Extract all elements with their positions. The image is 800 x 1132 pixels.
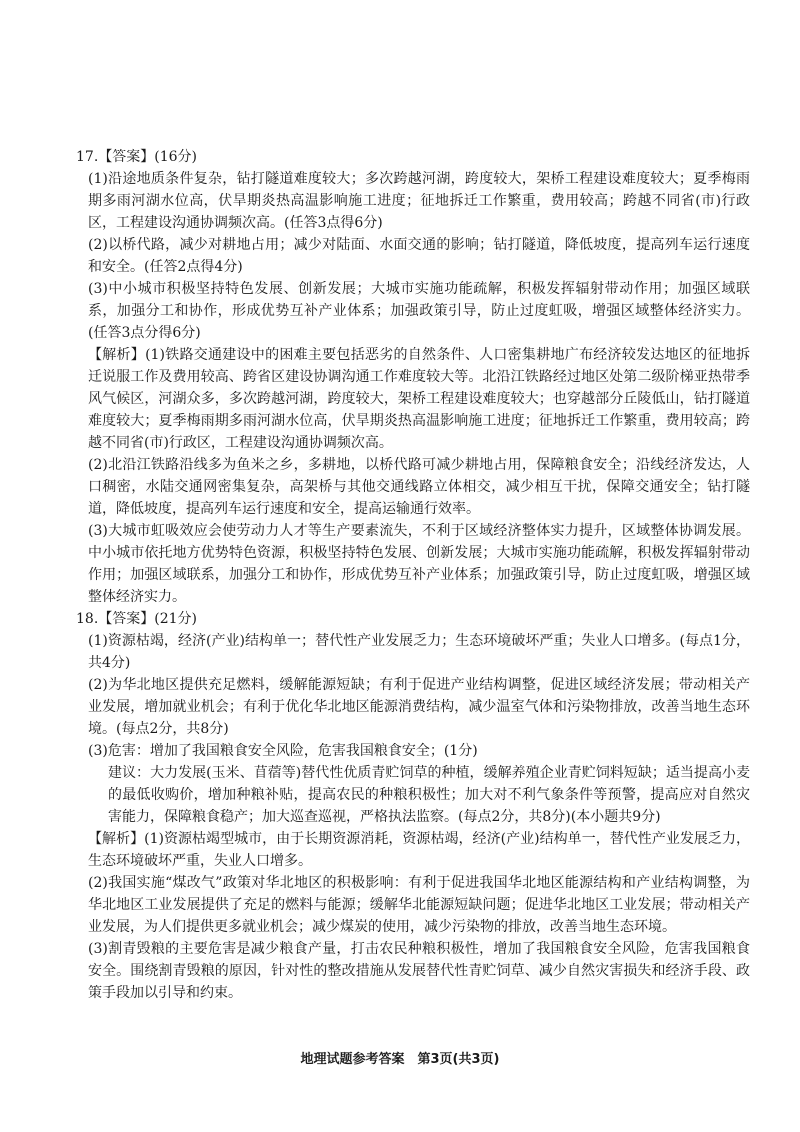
q17-explanation-1: 【解析】(1)铁路交通建设中的困难主要包括恶劣的自然条件、人口密集耕地广布经济较发达地区的征地拆迁说服工作及费用较高、跨省区建设协调沟通工作难度较大等。北沿江铁路经过地区处第二级阶梯亚热带季风气候区，河湖众多，多次跨越河湖，跨度较大，架桥工程建设难度较大；也穿越部分丘陵低山，钻打隧道难度较大；夏季梅雨期多雨河湖水位高，伏旱期炎热高温影响施工进度；征地拆迁工作繁重，费用较高；跨越不同省(市)行政区，工程建设沟通协调频次高。 bbox=[88, 347, 750, 451]
q18-answer-3-suggestion: 建议：大力发展(玉米、苜蓿等)替代性优质青贮饲草的种植，缓解养殖企业青贮饲料短缺；适当提高小麦的最低收购价，增加种粮补贴，提高农民的种粮积极性；加大对不利气象条件等预警，提高应对自然灾害能力，保障粮食稳产；加大巡查巡视，严格执法监察。(每点2分，共8分)(本小题共9分) bbox=[108, 765, 750, 825]
q17-explanation-2: (2)北沿江铁路沿线多为鱼米之乡，多耕地，以桥代路可减少耕地占用，保障粮食安全；沿线经济发达，人口稠密，水陆交通网密集复杂，高架桥与其他交通线路立体相交，减少相互干扰，保障交通安全；钻打隧道，降低坡度，提高列车运行速度和安全，提高运输通行效率。 bbox=[88, 457, 750, 517]
q18-explanation bbox=[88, 828, 750, 1004]
q18-explanation-3: (3)割青毁粮的主要危害是减少粮食产量，打击农民种粮积极性，增加了我国粮食安全风险，危害我国粮食安全。围绕割青毁粮的原因，针对性的整改措施从发展替代性青贮饲草、减少自然灾害损失和经济手段、政策手段加以引导和约束。 bbox=[88, 941, 750, 1001]
q17-answers bbox=[88, 168, 750, 344]
page-footer: 地理试题参考答案 第3页(共3页) bbox=[300, 1052, 500, 1067]
q17-answer-2: (2)以桥代路，减少对耕地占用；减少对陆面、水面交通的影响；钻打隧道，降低坡度，提高列车运行速度和安全。(任答2点得4分) bbox=[88, 237, 750, 275]
q18-explanation-2: (2)我国实施“煤改气”政策对华北地区的积极影响：有利于促进我国华北地区能源结构和产业结构调整，为华北地区工业发展提供了充足的燃料与能源；缓解华北能源短缺问题；促进华北地区工业发展；带动相关产业发展，为人们提供更多就业机会；减少煤炭的使用，减少污染物的排放，改善当地生态环境。 bbox=[88, 875, 750, 935]
q17-answer-3: (3)中小城市积极坚持特色发展、创新发展；大城市实施功能疏解，积极发挥辐射带动作用；加强区域联系，加强分工和协作，形成优势互补产业体系；加强政策引导，防止过度虹吸，增强区域整体经济实力。(任答3点分得6分) bbox=[88, 281, 750, 341]
q18-answer-3: (3)危害：增加了我国粮食安全风险，危害我国粮食安全；(1分) bbox=[88, 743, 478, 759]
q18-answer-2: (2)为华北地区提供充足燃料，缓解能源短缺；有利于促进产业结构调整，促进区域经济发展；带动相关产业发展，增加就业机会；有利于优化华北地区能源消费结构，减少温室气体和污染物排放，改善当地生态环境。(每点2分，共8分) bbox=[88, 677, 750, 737]
q18-explanation-1: 【解析】(1)资源枯竭型城市，由于长期资源消耗，资源枯竭，经济(产业)结构单一，替代性产业发展乏力，生态环境破坏严重，失业人口增多。 bbox=[88, 831, 750, 869]
q18-answers bbox=[88, 630, 750, 828]
q18-answer-1: (1)资源枯竭，经济(产业)结构单一；替代性产业发展乏力；生态环境破坏严重；失业人口增多。(每点1分，共4分) bbox=[88, 633, 750, 671]
q17-explanation-3: (3)大城市虹吸效应会使劳动力人才等生产要素流失，不利于区域经济整体实力提升，区域整体协调发展。中小城市依托地方优势特色资源，积极坚持特色发展、创新发展；大城市实施功能疏解，积极发挥辐射带动作用；加强区域联系，加强分工和协作，形成优势互补产业体系；加强政策引导，防止过度虹吸，增强区域整体经济实力。 bbox=[88, 523, 750, 605]
q17-explanation bbox=[88, 344, 750, 608]
q17-answer-1: (1)沿途地质条件复杂，钻打隧道难度较大；多次跨越河湖，跨度较大，架桥工程建设难度较大；夏季梅雨期多雨河湖水位高，伏旱期炎热高温影响施工进度；征地拆迁工作繁重，费用较高；跨越不同省(市)行政区，工程建设沟通协调频次高。(任答3点得6分) bbox=[88, 171, 750, 231]
q17-header: 17.【答案】(16分) bbox=[76, 149, 198, 165]
q18-header: 18.【答案】(21分) bbox=[76, 611, 198, 627]
